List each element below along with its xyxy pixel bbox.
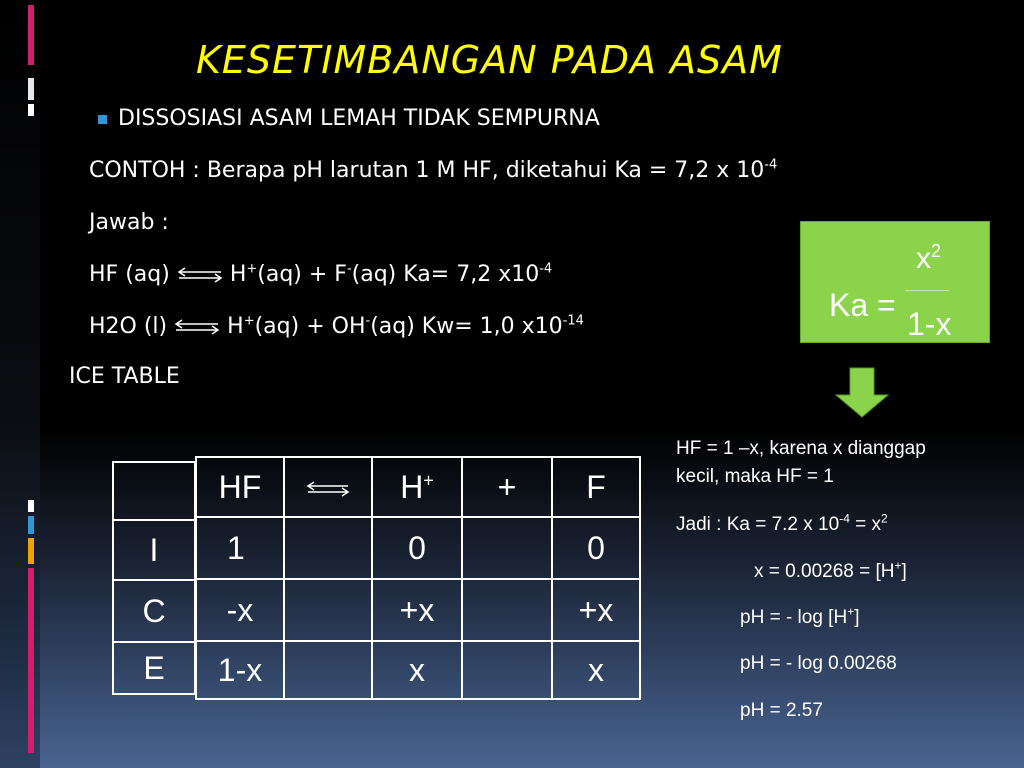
calc-line-5 xyxy=(740,604,860,629)
calc-line-7: pH = 2.57 xyxy=(740,700,823,721)
calc-line-5-a: pH = - log [H xyxy=(740,607,848,628)
calc-line-2: kecil, maka HF = 1 xyxy=(676,466,834,487)
reaction-hf-left: HF (aq) xyxy=(89,262,170,287)
reaction-water-mid: (aq) + OH xyxy=(254,314,366,339)
reaction-water-left: H2O (l) xyxy=(89,314,168,339)
header-plus: + xyxy=(462,457,552,517)
cell-empty xyxy=(284,579,372,641)
accent-stripe-6 xyxy=(28,538,34,564)
equilibrium-arrow-icon xyxy=(306,481,350,497)
accent-stripe-7 xyxy=(28,568,34,753)
row-label-initial: I xyxy=(113,520,195,580)
ka-denominator: 1-x xyxy=(907,306,952,342)
example-line xyxy=(89,158,777,183)
ka-expression-box xyxy=(800,221,990,343)
reaction-hf-line xyxy=(89,262,552,287)
row-label-change: C xyxy=(113,580,195,642)
down-arrow-icon xyxy=(834,367,890,419)
cell-f-equilibrium: x xyxy=(552,641,640,699)
calc-line-3-a: Jadi : Ka = 7.2 x 10 xyxy=(676,514,840,535)
header-h-symbol: H xyxy=(400,468,424,505)
equilibrium-arrow-icon xyxy=(174,319,220,335)
table-row-equilibrium xyxy=(196,641,640,699)
cell-empty xyxy=(284,517,372,579)
ice-row-labels-table xyxy=(112,461,196,695)
calc-line-4-b: ] xyxy=(901,561,907,582)
header-h-charge: + xyxy=(423,469,434,490)
accent-stripe-1 xyxy=(28,5,34,65)
calc-line-3 xyxy=(676,511,888,536)
calc-line-3-b: = x xyxy=(849,514,882,535)
cell-f-change: +x xyxy=(552,579,640,641)
cell-h-change: +x xyxy=(372,579,462,641)
example-exponent: -4 xyxy=(764,157,778,173)
reaction-water-line xyxy=(89,314,584,339)
calc-line-5-charge: + xyxy=(847,604,855,619)
ka-numerator xyxy=(916,242,941,276)
reaction-hf-right: (aq) Ka= 7,2 x10 xyxy=(351,262,540,287)
cell-empty xyxy=(462,579,552,641)
accent-stripe-4 xyxy=(28,500,34,512)
ice-main-table xyxy=(195,456,641,700)
answer-label: Jawab : xyxy=(89,210,169,235)
ka-lhs: Ka = xyxy=(829,287,896,323)
calc-line-3-exponent: -4 xyxy=(839,511,850,526)
reaction-hf-mid: (aq) + F xyxy=(257,262,347,287)
calc-line-3-exponent-2: 2 xyxy=(881,511,888,526)
reaction-water-h: H xyxy=(227,314,244,339)
accent-stripe-5 xyxy=(28,516,34,534)
ka-numerator-exponent: 2 xyxy=(931,241,942,261)
calc-line-6: pH = - log 0.00268 xyxy=(740,653,897,674)
reaction-hf-h: H xyxy=(229,262,247,287)
bullet-square-icon xyxy=(98,115,107,124)
header-h xyxy=(372,457,462,517)
calc-line-4 xyxy=(754,558,907,583)
table-header-row xyxy=(196,457,640,517)
calc-line-4-a: x = 0.00268 = [H xyxy=(754,561,895,582)
header-hf: HF xyxy=(196,457,284,517)
cell-hf-equilibrium: 1-x xyxy=(196,641,284,699)
calc-line-1: HF = 1 –x, karena x dianggap xyxy=(676,438,926,459)
cell-h-initial: 0 xyxy=(372,517,462,579)
calc-line-5-b: ] xyxy=(854,607,860,628)
reaction-water-right: (aq) Kw= 1,0 x10 xyxy=(370,314,563,339)
cell-f-initial: 0 xyxy=(552,517,640,579)
cell-empty xyxy=(462,517,552,579)
label-cell-empty xyxy=(113,462,195,520)
equilibrium-arrow-icon xyxy=(177,267,223,283)
cell-hf-initial: 1 xyxy=(196,517,284,579)
reaction-hf-f-charge: - xyxy=(346,261,352,277)
reaction-water-h-charge: + xyxy=(243,313,255,329)
slide-title: KESETIMBANGAN PADA ASAM xyxy=(196,38,783,82)
cell-hf-change: -x xyxy=(196,579,284,641)
reaction-water-kw-exponent: -14 xyxy=(562,313,584,329)
accent-stripe-2 xyxy=(28,78,34,100)
accent-stripe-3 xyxy=(28,104,34,116)
fraction-bar xyxy=(905,290,949,291)
ka-numerator-x: x xyxy=(916,242,931,275)
calc-line-4-charge: + xyxy=(894,558,902,573)
reaction-water-oh-charge: - xyxy=(365,313,371,329)
bullet-text: DISSOSIASI ASAM LEMAH TIDAK SEMPURNA xyxy=(118,106,600,131)
header-f: F xyxy=(552,457,640,517)
reaction-hf-ka-exponent: -4 xyxy=(539,261,553,277)
header-arrow-cell xyxy=(284,457,372,517)
cell-empty xyxy=(284,641,372,699)
reaction-hf-h-charge: + xyxy=(246,261,258,277)
table-row-initial xyxy=(196,517,640,579)
ice-table-label: ICE TABLE xyxy=(69,364,180,389)
cell-h-equilibrium: x xyxy=(372,641,462,699)
table-row-change xyxy=(196,579,640,641)
left-decorative-bar xyxy=(0,0,40,768)
cell-empty xyxy=(462,641,552,699)
example-text: CONTOH : Berapa pH larutan 1 M HF, diketahui Ka = 7,2 x 10 xyxy=(89,158,765,183)
row-label-equilibrium: E xyxy=(113,642,195,694)
